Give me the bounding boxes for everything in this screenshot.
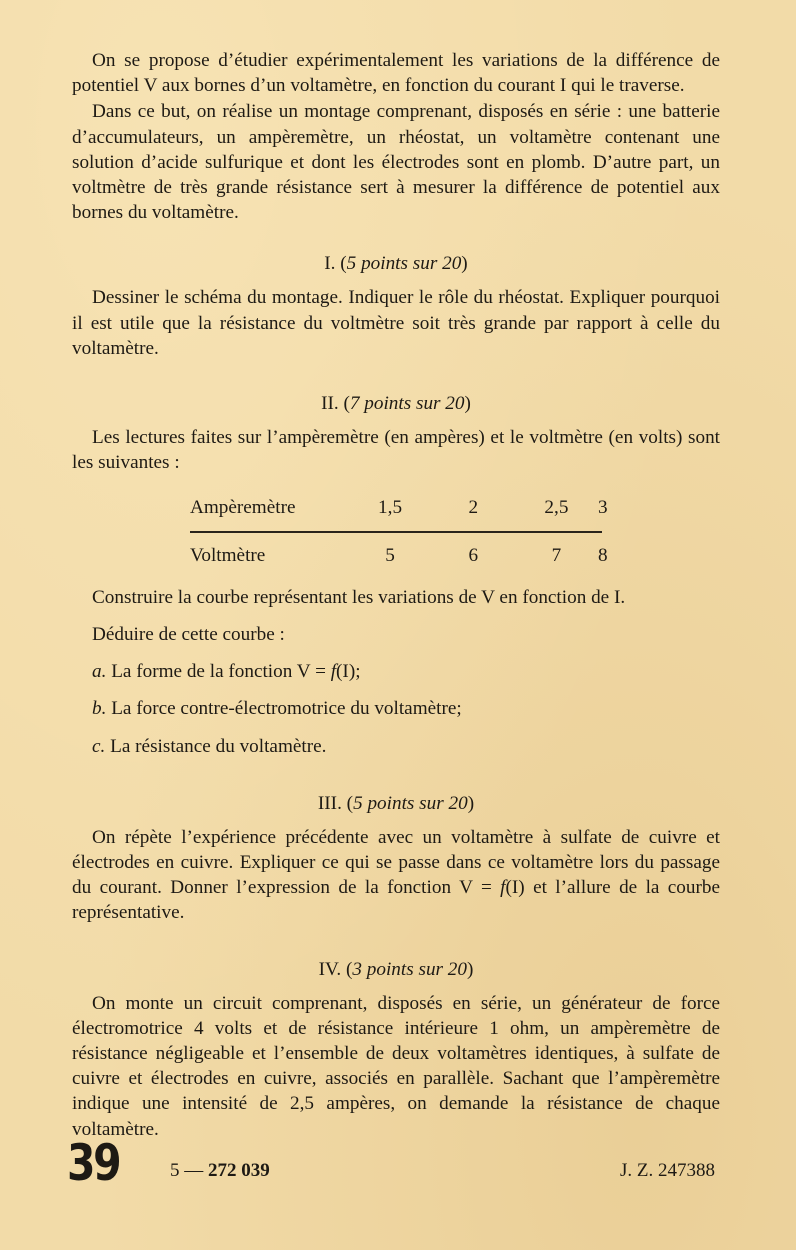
section-3-text-start: On répète l’expérience précédente avec un voltamètre à sulfate de cuivre et électrodes en cuivre. Expliquer ce qui se passe dans ce voltamètre lors du passage du courant. Donner l’expression de la fonction V =: [72, 826, 720, 899]
reference-number: J. Z. 247388: [620, 1160, 715, 1181]
exam-page: [72, 48, 720, 1142]
table-cell: 2: [468, 497, 479, 519]
page-footer: [67, 1133, 727, 1193]
sub-item-b: [72, 696, 720, 721]
sub-item-text: La force contre-électromotrice du voltamètre;: [111, 698, 462, 720]
page-number: 39: [67, 1134, 120, 1192]
section-1-points: 5 points sur 20: [346, 253, 462, 275]
table-divider: [190, 531, 602, 532]
intro-paragraph-1: On se propose d’étudier expérimentalement les variations de la différence de potentiel V aux bornes d’un voltamètre, en fonction du courant I qui le traverse.: [72, 50, 720, 97]
table-row-voltmeter: [190, 543, 608, 569]
section-4-numeral: IV.: [318, 958, 342, 980]
table-cell: 3: [598, 497, 608, 519]
section-4-points: 3 points sur 20: [352, 958, 467, 980]
sub-item-c: [72, 734, 720, 759]
sub-item-letter: b.: [92, 698, 107, 720]
sub-item-letter: a.: [92, 661, 107, 683]
sub-item-text-end: (I);: [336, 661, 361, 683]
section-1-text: Dessiner le schéma du montage. Indiquer le rôle du rhéostat. Expliquer pourquoi il est utile que la résistance du voltmètre soit très grande par rapport à celle du voltamètre.: [72, 287, 720, 359]
row-label: Ampèremètre: [190, 497, 296, 519]
table-cell: 7: [551, 544, 562, 566]
section-2-deduce: Déduire de cette courbe :: [92, 623, 285, 645]
sub-item-text: La résistance du voltamètre.: [110, 735, 327, 757]
sub-item-letter: c.: [92, 735, 106, 757]
section-1-title: I. (5 points sur 20): [324, 253, 468, 275]
document-code: [170, 1160, 270, 1182]
table-cell: 8: [598, 544, 608, 566]
intro-paragraph-2: Dans ce but, on réalise un montage comprenant, disposés en série : une batterie d’accumulateurs, un ampèremètre, un rhéostat, un voltamètre contenant une solution d’acide sulfurique et dont les électrodes sont en plomb. D’autre part, un voltmètre de très grande résistance sert à mesurer la différence de potentiel aux bornes du voltamètre.: [72, 101, 720, 224]
function-symbol: f: [500, 877, 506, 899]
section-3-numeral: III.: [317, 792, 342, 814]
section-1-numeral: I.: [324, 253, 336, 275]
sub-item-text: La forme de la fonction V =: [111, 661, 331, 683]
table-cell: 6: [468, 544, 479, 566]
code-number: 272 039: [208, 1160, 270, 1181]
table-cell: 1,5: [378, 497, 403, 519]
section-4-text: On monte un circuit comprenant, disposés en série, un générateur de force électromotrice 4 volts et de résistance intérieure 1 ohm, un ampèremètre de résistance négligeable et l’ensemble de deux voltamètres identiques, à sulfate de cuivre et électrodes en cuivre, associés en parallèle. Sachant que l’ampèremètre indique une intensité de 2,5 ampères, on demande la résistance de chaque voltamètre.: [72, 992, 720, 1140]
table-cell: 5: [385, 544, 395, 566]
function-symbol: f: [330, 661, 337, 683]
section-2-question: Construire la courbe représentant les variations de V en fonction de I.: [92, 586, 626, 608]
code-prefix: 5 —: [170, 1160, 208, 1181]
readings-table: [190, 495, 608, 568]
table-row-ammeter: [190, 495, 608, 521]
section-2-text: Les lectures faites sur l’ampèremètre (en ampères) et le voltmètre (en volts) sont les suivantes :: [72, 427, 720, 474]
section-2-points: 7 points sur 20: [349, 393, 465, 415]
section-3-text: [72, 825, 720, 926]
section-2-title: II. (7 points sur 20): [321, 393, 471, 415]
row-label: Voltmètre: [190, 544, 266, 566]
section-3-points: 5 points sur 20: [353, 792, 468, 814]
sub-item-a: [72, 659, 720, 684]
section-3-text-end: (I) et l’allure de la courbe représentative.: [72, 877, 720, 924]
section-4-title: IV. (3 points sur 20): [318, 958, 474, 980]
section-3-title: III. (5 points sur 20): [317, 792, 475, 814]
section-2-numeral: II.: [321, 393, 339, 415]
table-cell: 2,5: [544, 497, 569, 519]
